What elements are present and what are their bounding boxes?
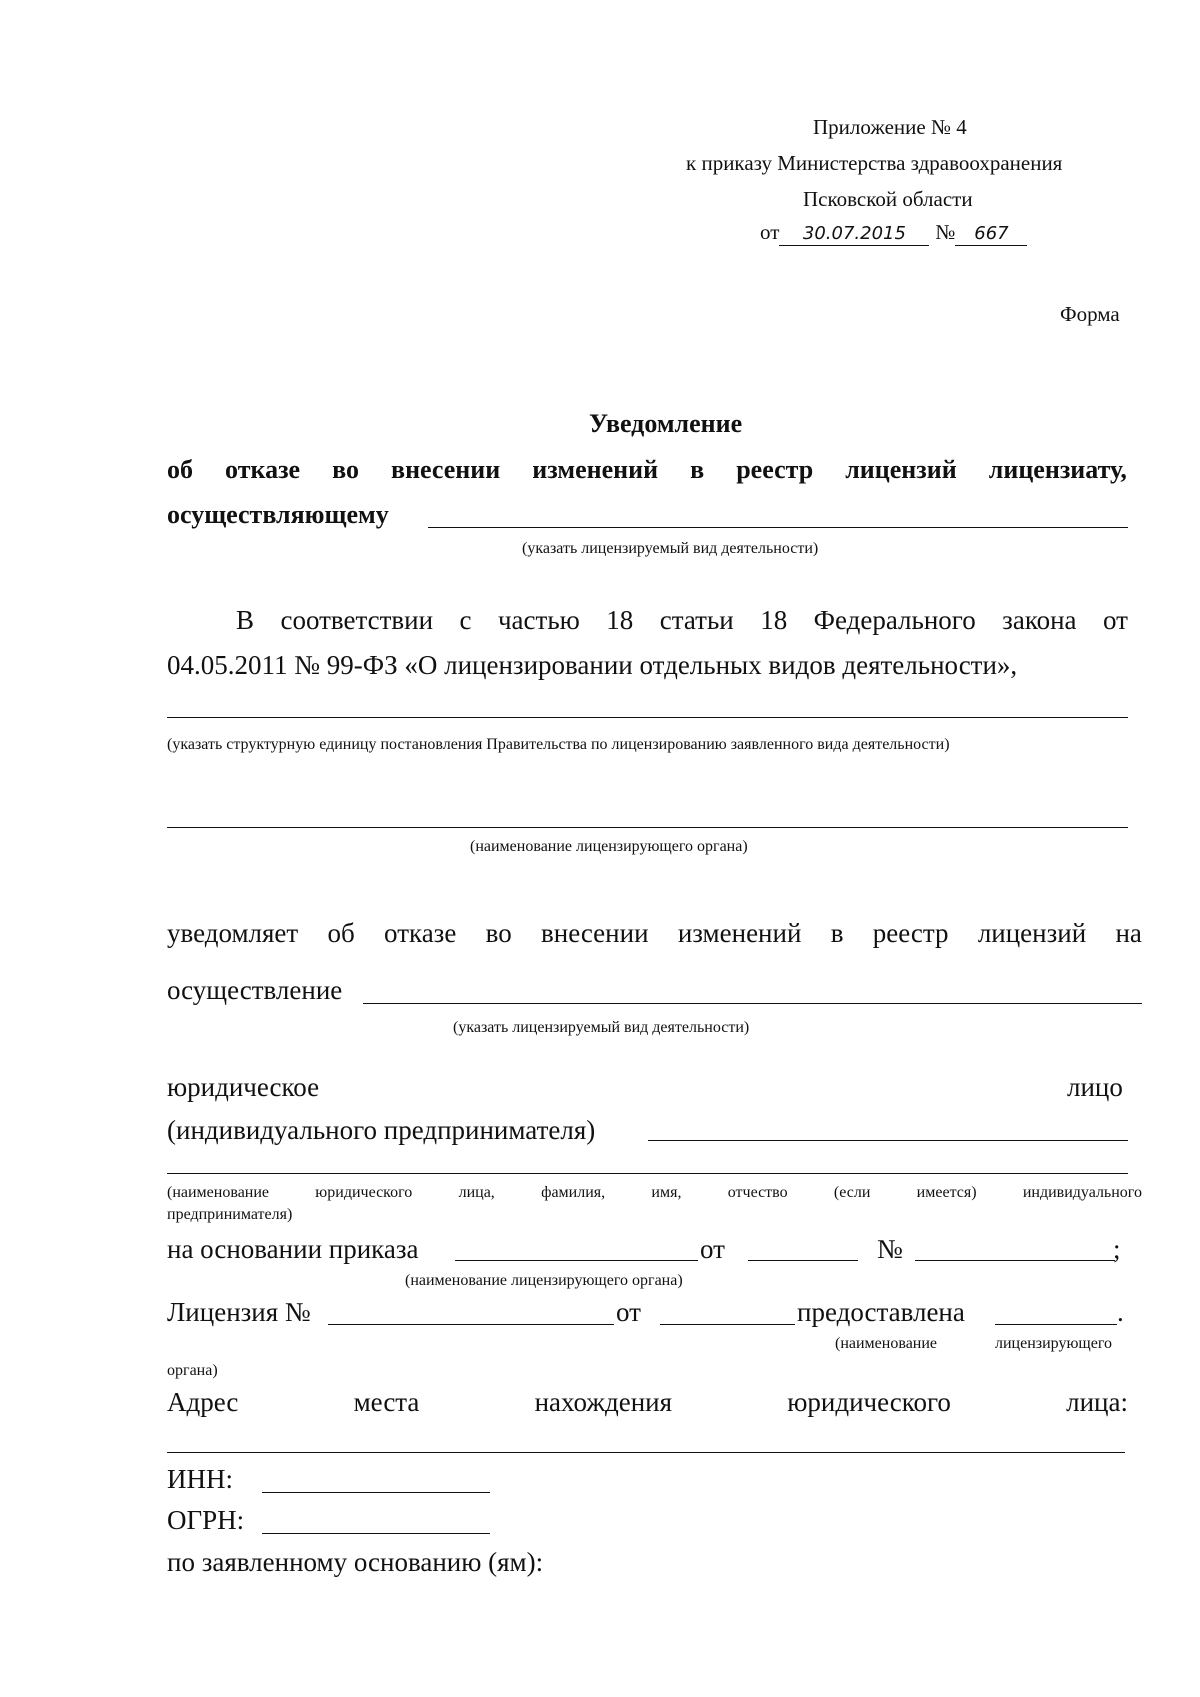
address-word: Адрес	[167, 1387, 239, 1417]
activity-type-field	[428, 527, 1128, 528]
paragraph2-line-1	[167, 918, 1142, 949]
subtitle-word: отказе	[225, 455, 301, 484]
ogrn-field	[262, 1533, 490, 1534]
handwritten-number: 667	[955, 223, 1027, 246]
paragraph-word: во	[485, 918, 512, 948]
document-title: Уведомление	[589, 409, 743, 438]
paragraph-word: Федерального	[813, 605, 976, 635]
region-name: Псковской области	[803, 187, 973, 211]
address-line	[167, 1387, 1128, 1418]
activity-type-hint: (указать лицензируемый вид деятельности)	[522, 540, 819, 557]
entrepreneur-label: (индивидуального предпринимателя)	[167, 1115, 596, 1145]
license-granted: предоставлена	[797, 1297, 965, 1327]
license-number-field	[328, 1324, 614, 1325]
structural-unit-field	[167, 717, 1128, 718]
order-semicolon: ;	[1113, 1234, 1121, 1264]
entrepreneur-field	[648, 1140, 1128, 1141]
legal-entity-word: юридическое	[167, 1072, 320, 1102]
subtitle-word: лицензиату,	[988, 455, 1127, 484]
hint-word: имя,	[651, 1184, 682, 1201]
paragraph-word: на	[1115, 918, 1142, 948]
paragraph-word: соответствии	[280, 605, 434, 635]
license-hint-cont: органа)	[167, 1362, 218, 1379]
structural-unit-hint: (указать структурную единицу постановления Правительства по лицензированию заявленного вида деятельности)	[167, 736, 950, 753]
paragraph-word: изменений	[677, 918, 802, 948]
paragraph-word: об	[327, 918, 355, 948]
hint-word: отчество	[727, 1184, 788, 1201]
license-period: .	[1117, 1297, 1124, 1327]
hint-word: фамилия,	[541, 1184, 606, 1201]
paragraph-word: с	[459, 605, 472, 635]
paragraph-word: реестр	[872, 918, 949, 948]
paragraph2-line-2: осуществление	[167, 975, 343, 1005]
order-field	[455, 1260, 698, 1261]
paragraph-word: В	[236, 605, 255, 635]
paragraph1-line-2: 04.05.2011 № 99-ФЗ «О лицензировании отдельных видов деятельности»,	[167, 650, 1018, 680]
paragraph-word: частью	[497, 605, 580, 635]
paragraph-word: статьи	[659, 605, 734, 635]
address-word: лица:	[1066, 1387, 1128, 1417]
paragraph-word: лицензий	[977, 918, 1087, 948]
license-from: от	[616, 1297, 641, 1327]
paragraph-word: внесении	[541, 918, 649, 948]
activity-hint-2: (указать лицензируемый вид деятельности)	[453, 1019, 750, 1036]
hint-word: лица,	[458, 1184, 495, 1201]
subtitle-word: изменений	[532, 455, 659, 484]
inn-field	[262, 1492, 490, 1493]
address-word: нахождения	[534, 1387, 673, 1417]
subtitle-word: об	[167, 455, 193, 484]
paragraph-word: в	[830, 918, 844, 948]
activity-field-2	[363, 1003, 1142, 1004]
paragraph-word: от	[1102, 605, 1128, 635]
handwritten-date: 30.07.2015	[779, 223, 929, 246]
hint-word: имеется)	[916, 1184, 977, 1201]
license-hint-word-1: (наименование	[835, 1335, 938, 1352]
subtitle-line-2: осуществляющему	[167, 500, 389, 529]
appendix-number: Приложение № 4	[813, 115, 967, 139]
order-number-sign: №	[877, 1234, 903, 1264]
subtitle-word: реестр	[736, 455, 814, 484]
form-label: Форма	[1060, 302, 1120, 326]
subtitle-line-1	[167, 455, 1127, 485]
licensing-body-field	[167, 827, 1128, 828]
license-date-field	[660, 1324, 795, 1325]
paragraph-word: уведомляет	[167, 918, 299, 948]
grounds-label: по заявленному основанию (ям):	[167, 1547, 544, 1577]
license-prefix: Лицензия №	[167, 1297, 311, 1327]
entity-name-hint	[167, 1184, 1142, 1202]
license-granted-field	[995, 1324, 1117, 1325]
hint-word: индивидуального	[1022, 1184, 1142, 1201]
order-prefix: на основании приказа	[167, 1234, 419, 1264]
date-prefix: от	[760, 220, 780, 244]
entity-name-hint-cont: предпринимателя)	[167, 1206, 293, 1223]
subtitle-word: в	[690, 455, 705, 484]
address-word: места	[353, 1387, 420, 1417]
order-reference: к приказу Министерства здравоохранения	[686, 151, 1063, 175]
order-from: от	[700, 1234, 725, 1264]
number-prefix: №	[935, 220, 956, 244]
ogrn-label: ОГРН:	[167, 1505, 245, 1535]
subtitle-word: лицензий	[845, 455, 957, 484]
hint-word: (если	[833, 1184, 871, 1201]
license-hint-word-2: лицензирующего	[995, 1335, 1112, 1352]
paragraph1-line-1	[236, 605, 1128, 636]
order-date-line	[760, 220, 1027, 246]
entity-word: лицо	[1067, 1072, 1123, 1102]
subtitle-word: во	[332, 455, 359, 484]
licensing-body-hint: (наименование лицензирующего органа)	[470, 838, 748, 855]
subtitle-word: внесении	[391, 455, 501, 484]
hint-word: юридического	[315, 1184, 413, 1201]
paragraph-word: отказе	[384, 918, 457, 948]
address-field	[167, 1452, 1125, 1453]
address-word: юридического	[787, 1387, 951, 1417]
order-number-field	[915, 1260, 1115, 1261]
paragraph-word: закона	[1002, 605, 1077, 635]
paragraph-word: 18	[760, 605, 788, 635]
paragraph-word: 18	[606, 605, 634, 635]
entity-name-field	[167, 1173, 1128, 1174]
inn-label: ИНН:	[167, 1464, 233, 1494]
order-hint: (наименование лицензирующего органа)	[405, 1272, 683, 1289]
order-date-field	[748, 1260, 858, 1261]
hint-word: (наименование	[167, 1184, 270, 1201]
